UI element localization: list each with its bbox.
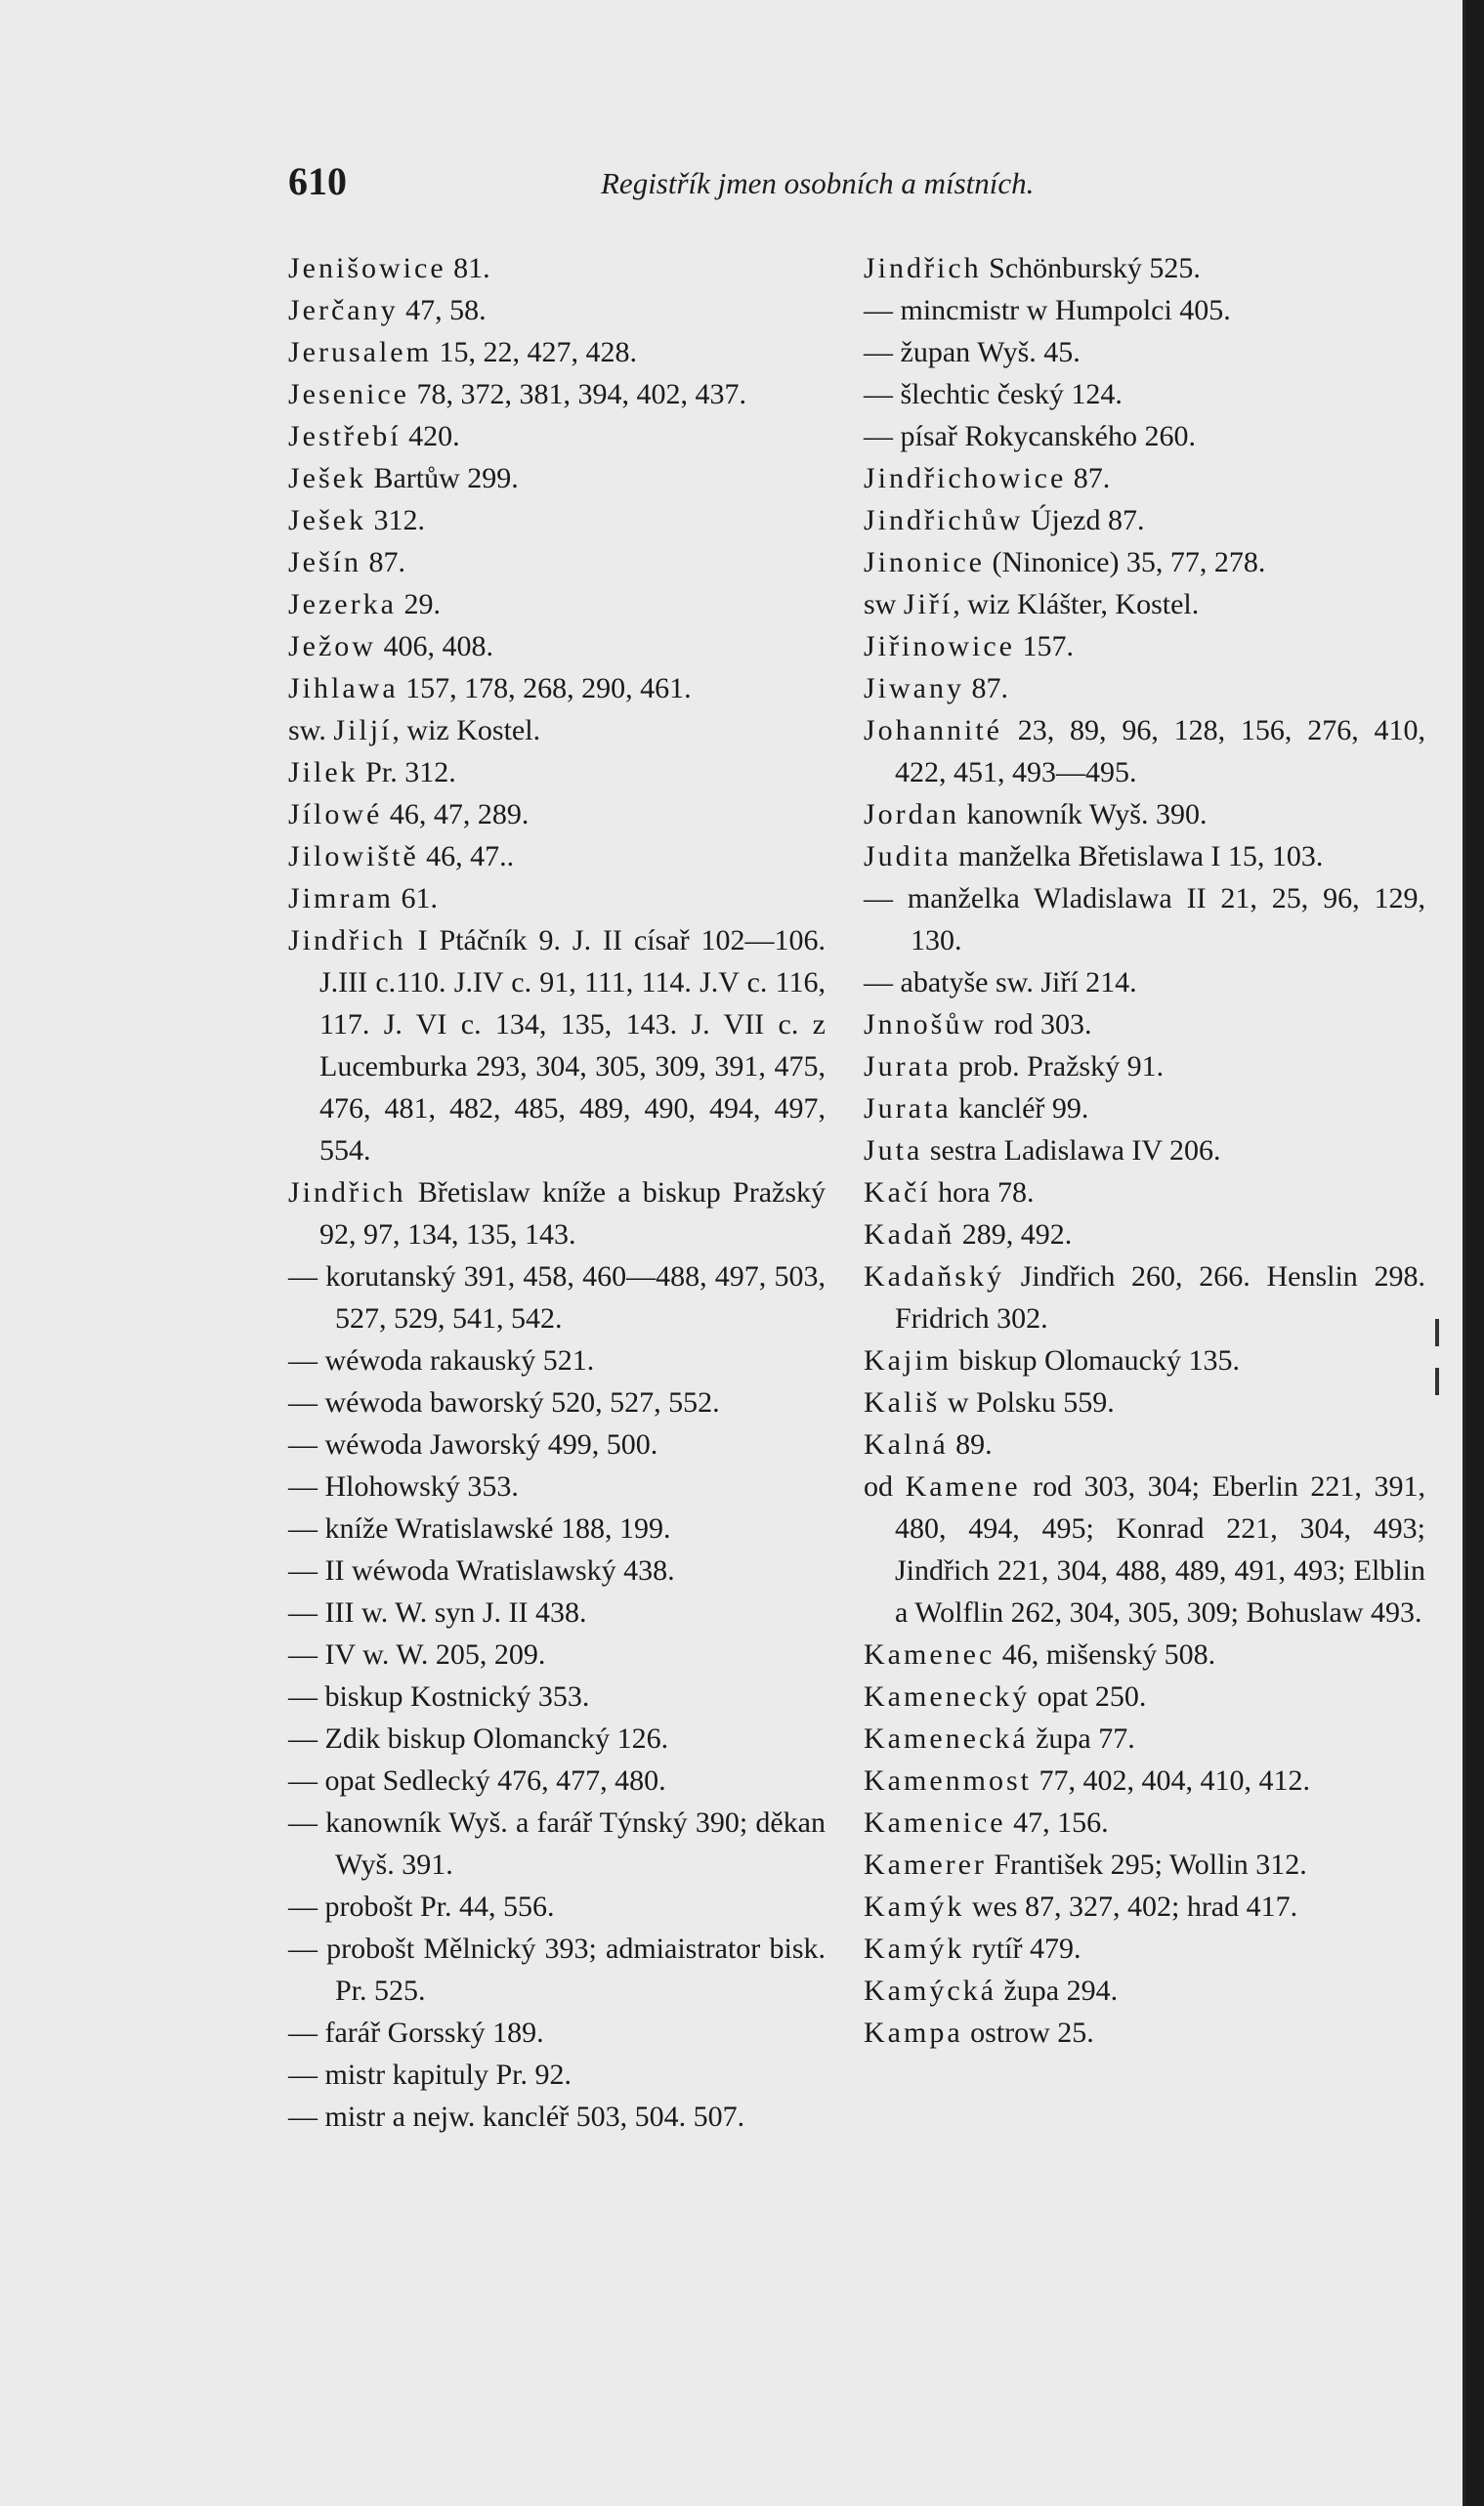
entry-headword: Jerčany: [288, 294, 399, 326]
entry-text: rod 303.: [987, 1008, 1092, 1041]
entry-text: — manželka Wladislawa II 21, 25, 96, 129, 130.: [864, 882, 1425, 956]
entry-text: — šlechtic český 124.: [864, 378, 1123, 410]
entry-text: 89.: [948, 1428, 993, 1461]
entry-headword: Kajim: [864, 1344, 952, 1377]
entry-text: 47, 156.: [1005, 1806, 1109, 1839]
entry-headword: Kadaňský: [864, 1260, 1004, 1293]
entry-headword: Jindřich: [864, 252, 982, 284]
entry-text: 23, 89, 96, 128, 156, 276, 410, 422, 451, 493—495.: [895, 714, 1425, 788]
index-subentry: [864, 331, 1425, 373]
entry-text: — probošt Mělnický 393; admiaistrator bisk. Pr. 525.: [288, 1933, 826, 2007]
entry-text: — farář Gorsský 189.: [288, 2017, 544, 2049]
index-subentry: [864, 877, 1425, 961]
index-entry: [288, 793, 826, 835]
entry-headword: Jurata: [864, 1092, 952, 1125]
index-entry: [864, 499, 1425, 541]
entry-text: 312.: [365, 504, 425, 536]
entry-text: — abatyše sw. Jiří 214.: [864, 966, 1137, 998]
entry-text: (Ninonice) 35, 77, 278.: [984, 546, 1266, 578]
entry-headword: Kačí: [864, 1176, 931, 1209]
index-entry: [864, 1718, 1425, 1760]
index-entry: [864, 1844, 1425, 1886]
entry-text: Pr. 312.: [358, 756, 456, 788]
entry-text: 81.: [445, 252, 490, 284]
index-entry: [864, 667, 1425, 709]
entry-headword: Kalná: [864, 1428, 949, 1461]
entry-text: — IV w. W. 205, 209.: [288, 1638, 546, 1671]
index-entry: [864, 1928, 1425, 1970]
index-entry: [288, 835, 826, 877]
entry-text: 47, 58.: [398, 294, 487, 326]
entry-headword: Kamýk: [864, 1890, 965, 1923]
entry-prefix: sw.: [288, 714, 334, 746]
index-entry: [288, 919, 826, 1171]
index-subentry: [288, 1676, 826, 1718]
index-subentry: [288, 2012, 826, 2054]
index-entry: [864, 1465, 1425, 1634]
index-entry: [288, 373, 826, 415]
entry-headword: Jestřebí: [288, 420, 402, 452]
index-entry: [288, 583, 826, 625]
index-subentry: [288, 1423, 826, 1465]
index-entry: [864, 1381, 1425, 1423]
entry-text: — korutanský 391, 458, 460—488, 497, 503, 527, 529, 541, 542.: [288, 1260, 826, 1335]
entry-headword: Kampa: [864, 2017, 963, 2049]
entry-text: , wiz Kostel.: [392, 714, 541, 746]
entry-headword: Kamenec: [864, 1638, 996, 1671]
margin-mark: [1435, 1368, 1439, 1395]
entry-text: František 295; Wollin 312.: [986, 1848, 1307, 1881]
entry-headword: Kališ: [864, 1386, 941, 1419]
entry-headword: Kamenecká: [864, 1722, 1029, 1755]
margin-mark: [1435, 1319, 1439, 1346]
entry-text: Jindřich 260, 266. Henslin 298. Fridrich 302.: [895, 1260, 1425, 1335]
entry-text: — Zdik biskup Olomancký 126.: [288, 1722, 669, 1755]
entry-text: župa 294.: [996, 1975, 1119, 2007]
index-subentry: [288, 1339, 826, 1381]
entry-headword: Judita: [864, 840, 952, 872]
index-entry: [864, 541, 1425, 583]
entry-text: Újezd 87.: [1023, 504, 1145, 536]
entry-text: 29.: [396, 588, 441, 620]
index-entry: [864, 1087, 1425, 1129]
entry-headword: Jenišowice: [288, 252, 446, 284]
entry-text: 87.: [361, 546, 405, 578]
entry-text: 15, 22, 427, 428.: [431, 336, 637, 368]
index-subentry: [288, 1508, 826, 1550]
entry-headword: Kamenice: [864, 1806, 1006, 1839]
entry-text: prob. Pražský 91.: [951, 1050, 1165, 1083]
index-entry: [288, 247, 826, 289]
index-entry: [288, 625, 826, 667]
index-entry: [864, 1760, 1425, 1802]
page-number: 610: [288, 159, 347, 203]
index-entry: [288, 541, 826, 583]
index-entry: [288, 667, 826, 709]
index-subentry: [288, 1465, 826, 1508]
entry-headword: Kamerer: [864, 1848, 987, 1881]
entry-text: — župan Wyš. 45.: [864, 336, 1081, 368]
page-header: [288, 158, 1324, 217]
entry-text: rod 303, 304; Eberlin 221, 391, 480, 494, 495; Konrad 221, 304, 493; Jindřich 221, 304, 488, 489, 491, 493; Elblin a Wolflin 262, 304, 305, 309; Bohuslaw 493.: [895, 1470, 1425, 1629]
entry-text: 406, 408.: [375, 630, 493, 662]
index-entry: [864, 1129, 1425, 1171]
entry-headword: Kamýk: [864, 1933, 965, 1965]
entry-headword: Jimram: [288, 882, 394, 914]
entry-headword: Johannité: [864, 714, 1002, 746]
entry-text: ostrow 25.: [962, 2017, 1094, 2049]
entry-headword: Kamýcká: [864, 1975, 996, 2007]
entry-text: — mistr a nejw. kancléř 503, 504. 507.: [288, 2101, 745, 2133]
index-entry: [288, 457, 826, 499]
index-entry: [288, 415, 826, 457]
entry-headword: Jerusalem: [288, 336, 432, 368]
entry-text: 61.: [394, 882, 438, 914]
entry-headword: Kadaň: [864, 1218, 955, 1251]
index-subentry: [288, 1928, 826, 2012]
index-entry: [864, 1255, 1425, 1339]
index-entry: [864, 1339, 1425, 1381]
entry-text: 157.: [1014, 630, 1074, 662]
entry-text: , wiz Klášter, Kostel.: [953, 588, 1200, 620]
index-subentry: [864, 373, 1425, 415]
index-subentry: [288, 1592, 826, 1634]
entry-headword: Jiřinowice: [864, 630, 1015, 662]
entry-text: Schönburský 525.: [981, 252, 1201, 284]
right-column: [864, 247, 1425, 2054]
index-entry: [864, 1802, 1425, 1844]
index-entry: [864, 457, 1425, 499]
entry-text: — mincmistr w Humpolci 405.: [864, 294, 1231, 326]
index-subentry: [864, 289, 1425, 331]
entry-text: Bartůw 299.: [365, 462, 519, 494]
entry-text: opat 250.: [1030, 1680, 1147, 1713]
index-subentry: [864, 415, 1425, 457]
entry-text: wes 87, 327, 402; hrad 417.: [964, 1890, 1298, 1923]
entry-prefix: sw: [864, 588, 904, 620]
index-entry: [864, 1171, 1425, 1213]
entry-headword: Ježow: [288, 630, 376, 662]
index-entry: [864, 1886, 1425, 1928]
index-entry: [864, 1676, 1425, 1718]
entry-text: — písař Rokycanského 260.: [864, 420, 1196, 452]
entry-text: 87.: [964, 672, 1008, 704]
entry-headword: Jiří: [903, 588, 954, 620]
entry-text: 46, 47..: [418, 840, 515, 872]
entry-text: rytíř 479.: [964, 1933, 1081, 1965]
entry-headword: Jindřich: [288, 1176, 406, 1209]
entry-headword: Ješek: [288, 462, 366, 494]
index-subentry: [288, 1634, 826, 1676]
entry-headword: Kamene: [905, 1470, 1021, 1503]
index-entry: [288, 331, 826, 373]
entry-text: — III w. W. syn J. II 438.: [288, 1596, 587, 1629]
entry-text: 420.: [401, 420, 460, 452]
entry-headword: Ješek: [288, 504, 366, 536]
entry-headword: Jilek: [288, 756, 359, 788]
entry-headword: Jindřichowice: [864, 462, 1067, 494]
entry-headword: Ješín: [288, 546, 361, 578]
index-entry: [864, 1634, 1425, 1676]
index-entry: [864, 1045, 1425, 1087]
entry-headword: Jílowé: [288, 798, 383, 830]
index-subentry: [288, 2054, 826, 2096]
entry-headword: Jezerka: [288, 588, 397, 620]
entry-headword: Jiljí: [333, 714, 393, 746]
entry-headword: Jilowiště: [288, 840, 419, 872]
entry-text: — mistr kapituly Pr. 92.: [288, 2059, 572, 2091]
entry-text: sestra Ladislawa IV 206.: [922, 1134, 1221, 1167]
index-subentry: [288, 1550, 826, 1592]
running-title: Registřík jmen osobních a místních.: [601, 166, 1035, 200]
index-entry: [288, 289, 826, 331]
index-entry: [864, 1970, 1425, 2012]
index-entry: [864, 1423, 1425, 1465]
index-entry: [288, 877, 826, 919]
index-entry: [288, 499, 826, 541]
entry-text: — wéwoda baworský 520, 527, 552.: [288, 1386, 720, 1419]
entry-text: biskup Olomaucký 135.: [952, 1344, 1240, 1377]
entry-headword: Jiwany: [864, 672, 964, 704]
index-subentry: [288, 1718, 826, 1760]
entry-text: w Polsku 559.: [940, 1386, 1115, 1419]
entry-headword: Juta: [864, 1134, 923, 1167]
entry-text: — Hlohowský 353.: [288, 1470, 519, 1503]
entry-text: kancléř 99.: [951, 1092, 1089, 1125]
entry-text: 289, 492.: [954, 1218, 1073, 1251]
entry-text: I Ptáčník 9. J. II císař 102—106. J.III c.110. J.IV c. 91, 111, 114. J.V c. 116, 117. J. VI c. 134, 135, 143. J. VII c. z Lucemburka 293, 304, 305, 309, 391, 475, 476, 481, 482, 485, 489, 490, 494, 497, 554.: [319, 924, 826, 1167]
entry-headword: Jesenice: [288, 378, 409, 410]
entry-headword: Jnnošůw: [864, 1008, 988, 1041]
entry-text: — II wéwoda Wratislawský 438.: [288, 1554, 675, 1587]
entry-text: manželka Břetislawa I 15, 103.: [951, 840, 1324, 872]
index-subentry: [288, 1802, 826, 1886]
index-entry: [864, 1003, 1425, 1045]
index-subentry: [864, 961, 1425, 1003]
entry-headword: Jindřichůw: [864, 504, 1024, 536]
entry-headword: Kamenecký: [864, 1680, 1031, 1713]
index-entry: [864, 247, 1425, 289]
entry-headword: Jinonice: [864, 546, 985, 578]
entry-text: — wéwoda Jaworský 499, 500.: [288, 1428, 658, 1461]
entry-text: 46, 47, 289.: [382, 798, 530, 830]
entry-text: 157, 178, 268, 290, 461.: [398, 672, 692, 704]
left-column: [288, 247, 826, 2138]
entry-text: — opat Sedlecký 476, 477, 480.: [288, 1764, 666, 1797]
entry-text: 77, 402, 404, 410, 412.: [1031, 1764, 1310, 1797]
entry-text: 87.: [1066, 462, 1111, 494]
index-entry: [864, 835, 1425, 877]
entry-prefix: od: [864, 1470, 906, 1503]
index-entry: [864, 1213, 1425, 1255]
entry-headword: Jurata: [864, 1050, 952, 1083]
entry-text: hora 78.: [930, 1176, 1035, 1209]
index-subentry: [288, 1381, 826, 1423]
entry-text: — probošt Pr. 44, 556.: [288, 1890, 555, 1923]
index-entry: [864, 583, 1425, 625]
entry-text: Břetislaw kníže a biskup Pražský 92, 97, 134, 135, 143.: [319, 1176, 826, 1251]
entry-text: kanowník Wyš. 390.: [958, 798, 1208, 830]
entry-text: — kanowník Wyš. a farář Týnský 390; děkan Wyš. 391.: [288, 1806, 826, 1881]
entry-text: — biskup Kostnický 353.: [288, 1680, 590, 1713]
index-subentry: [288, 1886, 826, 1928]
entry-headword: Jindřich: [288, 924, 406, 956]
index-subentry: [288, 2096, 826, 2138]
entry-headword: Jordan: [864, 798, 959, 830]
entry-text: 46, mišenský 508.: [995, 1638, 1216, 1671]
entry-text: — kníže Wratislawské 188, 199.: [288, 1512, 671, 1545]
entry-text: 78, 372, 381, 394, 402, 437.: [408, 378, 746, 410]
index-entry: [864, 709, 1425, 793]
index-entry: [864, 625, 1425, 667]
entry-text: župa 77.: [1028, 1722, 1135, 1755]
entry-text: — wéwoda rakauský 521.: [288, 1344, 595, 1377]
index-entry: [288, 751, 826, 793]
index-subentry: [288, 1760, 826, 1802]
entry-headword: Jihlawa: [288, 672, 399, 704]
index-entry: [864, 2012, 1425, 2054]
entry-headword: Kamenmost: [864, 1764, 1032, 1797]
index-entry: [288, 709, 826, 751]
index-subentry: [288, 1255, 826, 1339]
index-entry: [288, 1171, 826, 1255]
index-entry: [864, 793, 1425, 835]
